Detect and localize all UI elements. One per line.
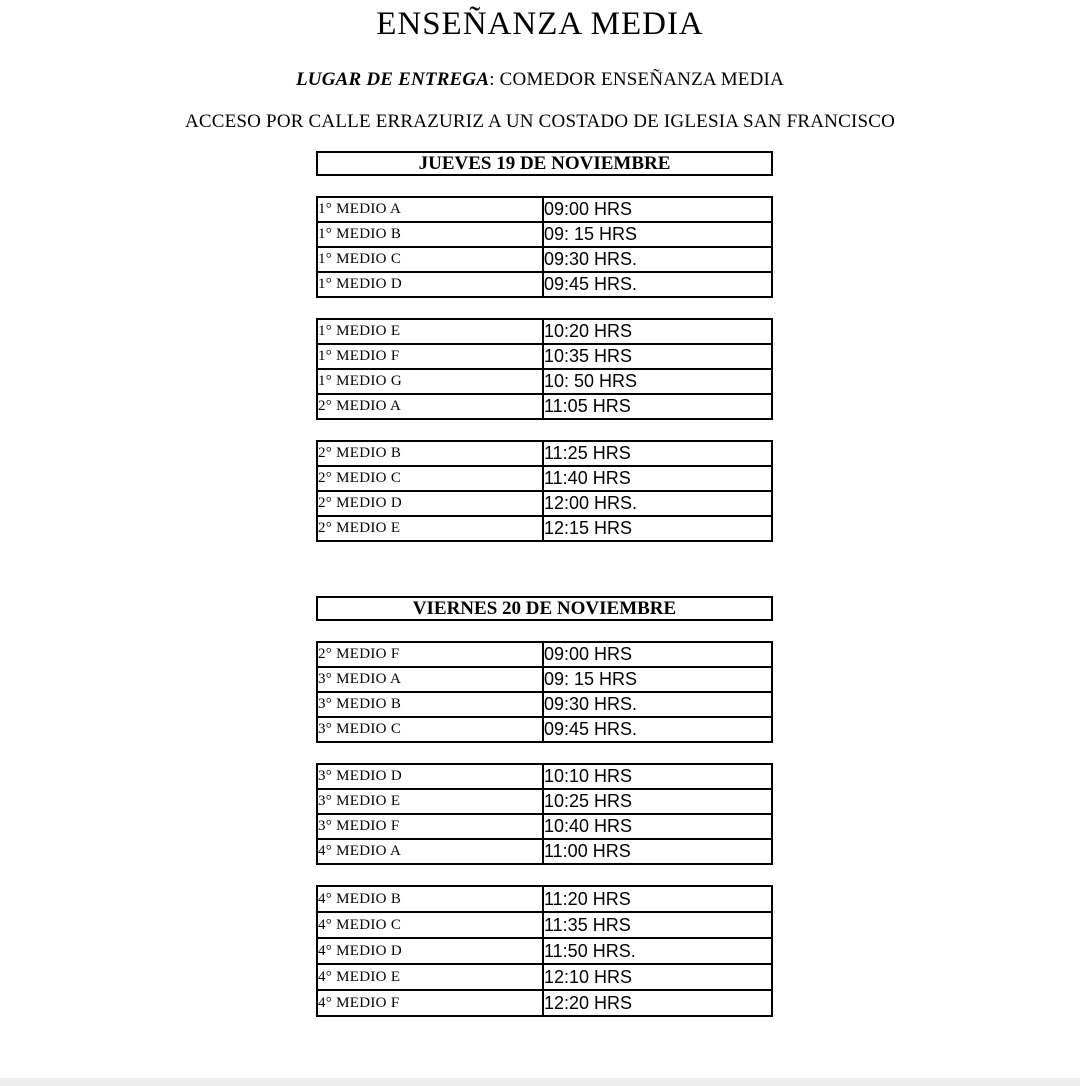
time-cell: 09:45 HRS. (543, 272, 772, 297)
time-cell: 11:35 HRS (543, 912, 772, 938)
group-cell: 2° MEDIO D (317, 491, 543, 516)
group-cell: 2° MEDIO A (317, 394, 543, 419)
time-cell: 11:25 HRS (543, 441, 772, 466)
delivery-line (0, 69, 1080, 91)
group-cell: 4° MEDIO F (317, 990, 543, 1016)
group-cell: 2° MEDIO F (317, 642, 543, 667)
schedule-column (316, 151, 773, 1017)
group-cell: 3° MEDIO B (317, 692, 543, 717)
table-row (317, 692, 772, 717)
group-cell: 2° MEDIO C (317, 466, 543, 491)
group-cell: 4° MEDIO A (317, 839, 543, 864)
time-cell: 11:05 HRS (543, 394, 772, 419)
group-cell: 1° MEDIO B (317, 222, 543, 247)
table-row (317, 642, 772, 667)
time-cell: 09: 15 HRS (543, 222, 772, 247)
day-tables (316, 641, 773, 1017)
time-cell: 09:00 HRS (543, 642, 772, 667)
group-cell: 3° MEDIO F (317, 814, 543, 839)
time-cell: 09:00 HRS (543, 197, 772, 222)
group-cell: 4° MEDIO B (317, 886, 543, 912)
table-row (317, 466, 772, 491)
day-section (316, 151, 773, 542)
table-row (317, 491, 772, 516)
time-cell: 12:15 HRS (543, 516, 772, 541)
time-cell: 09: 15 HRS (543, 667, 772, 692)
group-cell: 1° MEDIO D (317, 272, 543, 297)
table-row (317, 441, 772, 466)
table-row (317, 814, 772, 839)
time-cell: 09:30 HRS. (543, 247, 772, 272)
group-cell: 1° MEDIO F (317, 344, 543, 369)
time-cell: 12:20 HRS (543, 990, 772, 1016)
delivery-value: : COMEDOR ENSEÑANZA MEDIA (489, 69, 784, 90)
time-cell: 10:20 HRS (543, 319, 772, 344)
table-row (317, 764, 772, 789)
group-cell: 2° MEDIO B (317, 441, 543, 466)
time-cell: 12:00 HRS. (543, 491, 772, 516)
table-row (317, 717, 772, 742)
group-cell: 1° MEDIO A (317, 197, 543, 222)
day-header: JUEVES 19 DE NOVIEMBRE (316, 151, 773, 176)
table-row (317, 886, 772, 912)
access-note: ACCESO POR CALLE ERRAZURIZ A UN COSTADO DE IGLESIA SAN FRANCISCO (184, 111, 896, 132)
group-cell: 3° MEDIO C (317, 717, 543, 742)
table-row (317, 990, 772, 1016)
time-cell: 10:35 HRS (543, 344, 772, 369)
group-cell: 4° MEDIO E (317, 964, 543, 990)
table-row (317, 319, 772, 344)
schedule-table (316, 763, 773, 865)
time-cell: 10:10 HRS (543, 764, 772, 789)
schedule-table (316, 440, 773, 542)
table-row (317, 839, 772, 864)
group-cell: 4° MEDIO C (317, 912, 543, 938)
group-cell: 1° MEDIO E (317, 319, 543, 344)
group-cell: 4° MEDIO D (317, 938, 543, 964)
time-cell: 09:45 HRS. (543, 717, 772, 742)
table-row (317, 369, 772, 394)
time-cell: 11:00 HRS (543, 839, 772, 864)
table-row (317, 516, 772, 541)
page-bottom-edge (0, 1078, 1080, 1086)
table-row (317, 964, 772, 990)
time-cell: 11:40 HRS (543, 466, 772, 491)
time-cell: 10:25 HRS (543, 789, 772, 814)
group-cell: 1° MEDIO C (317, 247, 543, 272)
time-cell: 09:30 HRS. (543, 692, 772, 717)
group-cell: 1° MEDIO G (317, 369, 543, 394)
table-row (317, 667, 772, 692)
group-cell: 3° MEDIO D (317, 764, 543, 789)
table-row (317, 394, 772, 419)
table-row (317, 247, 772, 272)
time-cell: 10:40 HRS (543, 814, 772, 839)
table-row (317, 344, 772, 369)
table-row (317, 938, 772, 964)
time-cell: 12:10 HRS (543, 964, 772, 990)
group-cell: 2° MEDIO E (317, 516, 543, 541)
schedule-table (316, 885, 773, 1017)
time-cell: 11:50 HRS. (543, 938, 772, 964)
day-header: VIERNES 20 DE NOVIEMBRE (316, 596, 773, 621)
group-cell: 3° MEDIO E (317, 789, 543, 814)
time-cell: 10: 50 HRS (543, 369, 772, 394)
time-cell: 11:20 HRS (543, 886, 772, 912)
delivery-label: LUGAR DE ENTREGA (296, 69, 490, 90)
table-row (317, 272, 772, 297)
schedule-table (316, 196, 773, 298)
day-tables (316, 196, 773, 542)
day-section (316, 596, 773, 1017)
page-title: ENSEÑANZA MEDIA (376, 6, 704, 42)
schedule-table (316, 641, 773, 743)
table-row (317, 912, 772, 938)
table-row (317, 222, 772, 247)
table-row (317, 197, 772, 222)
schedule-table (316, 318, 773, 420)
group-cell: 3° MEDIO A (317, 667, 543, 692)
table-row (317, 789, 772, 814)
